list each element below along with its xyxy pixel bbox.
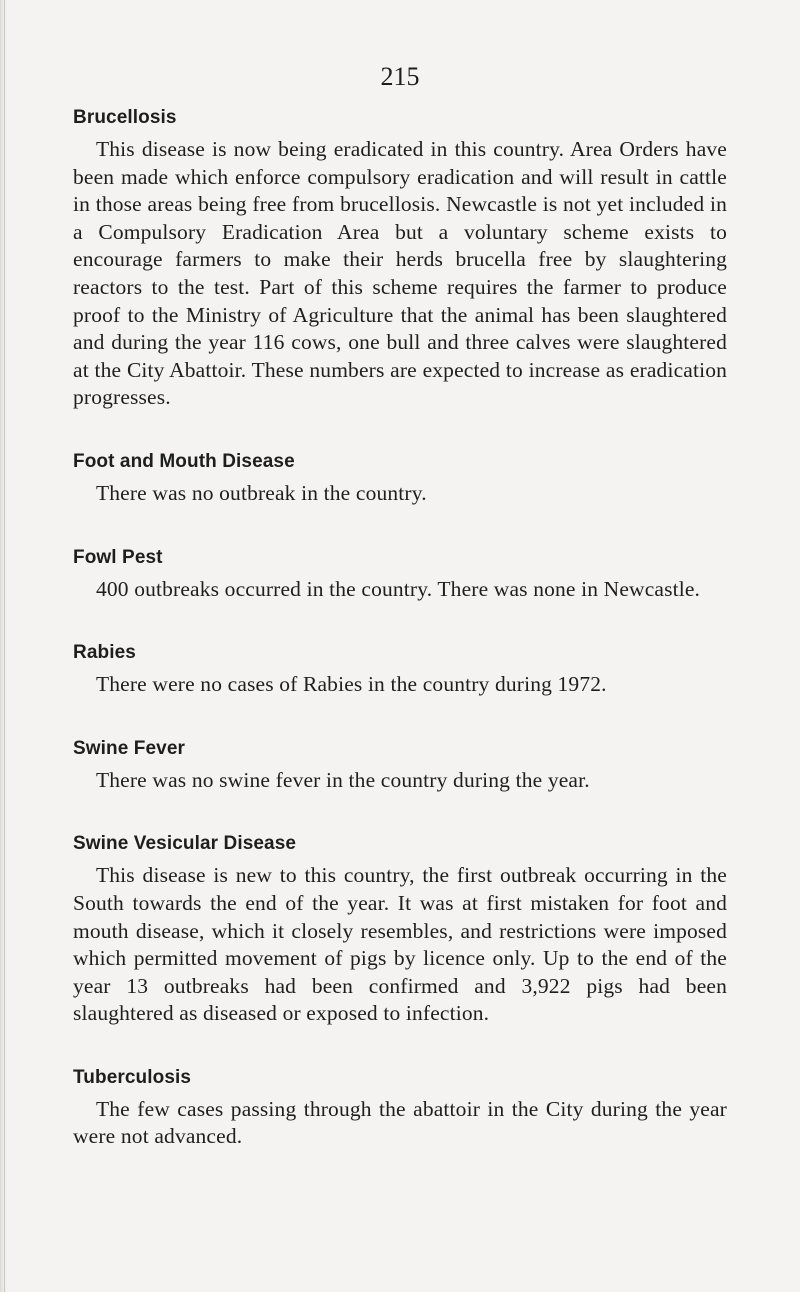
section-heading: Swine Vesicular Disease	[73, 833, 297, 855]
section-rabies	[73, 635, 727, 699]
section-paragraph: This disease is new to this country, the first outbreak occurring in the South towards the end of the year. It was at first mistaken for foot and mouth disease, which it closely resembles, and restrictions were imposed which permitted movement of pigs by licence only. Up to the end of the year 13 outbreaks had been confirmed and 3,922 pigs had been slaughtered as diseased or exposed to infection.	[73, 863, 727, 1026]
section-heading: Fowl Pest	[73, 546, 163, 568]
section-brucellosis	[73, 100, 727, 412]
section-heading: Tuberculosis	[73, 1066, 192, 1088]
page-edge-line	[4, 0, 5, 1292]
section-tuberculosis	[73, 1060, 727, 1151]
section-swine-fever	[73, 731, 727, 795]
section-foot-and-mouth-disease	[73, 444, 727, 508]
document-body	[73, 100, 727, 1183]
section-heading: Foot and Mouth Disease	[73, 450, 295, 472]
section-paragraph: There was no outbreak in the country.	[96, 480, 427, 505]
section-paragraph: There was no swine fever in the country during the year.	[96, 767, 590, 792]
section-heading: Swine Fever	[73, 737, 185, 759]
section-fowl-pest	[73, 540, 727, 604]
section-heading: Rabies	[73, 642, 136, 664]
section-paragraph: This disease is now being eradicated in this country. Area Orders have been made which enforce compulsory eradication and will result in cattle in those areas being free from brucellosis. Newcastle is not yet included in a Compulsory Eradication Area but a voluntary scheme exists to encourage farmers to make their herds brucella free by slaughtering reactors to the test. Part of this scheme requires the farmer to produce proof to the Ministry of Agriculture that the animal has been slaughtered and during the year 116 cows, one bull and three calves were slaughtered at the City Abattoir. These numbers are expected to increase as eradication progresses.	[73, 137, 727, 410]
section-paragraph: 400 outbreaks occurred in the country. There was none in Newcastle.	[96, 576, 701, 601]
section-paragraph: There were no cases of Rabies in the country during 1972.	[96, 672, 607, 697]
section-paragraph: The few cases passing through the abattoir in the City during the year were not advanced.	[73, 1096, 727, 1149]
section-heading: Brucellosis	[73, 107, 177, 128]
section-swine-vesicular-disease	[73, 826, 727, 1028]
page-number: 215	[380, 62, 420, 91]
